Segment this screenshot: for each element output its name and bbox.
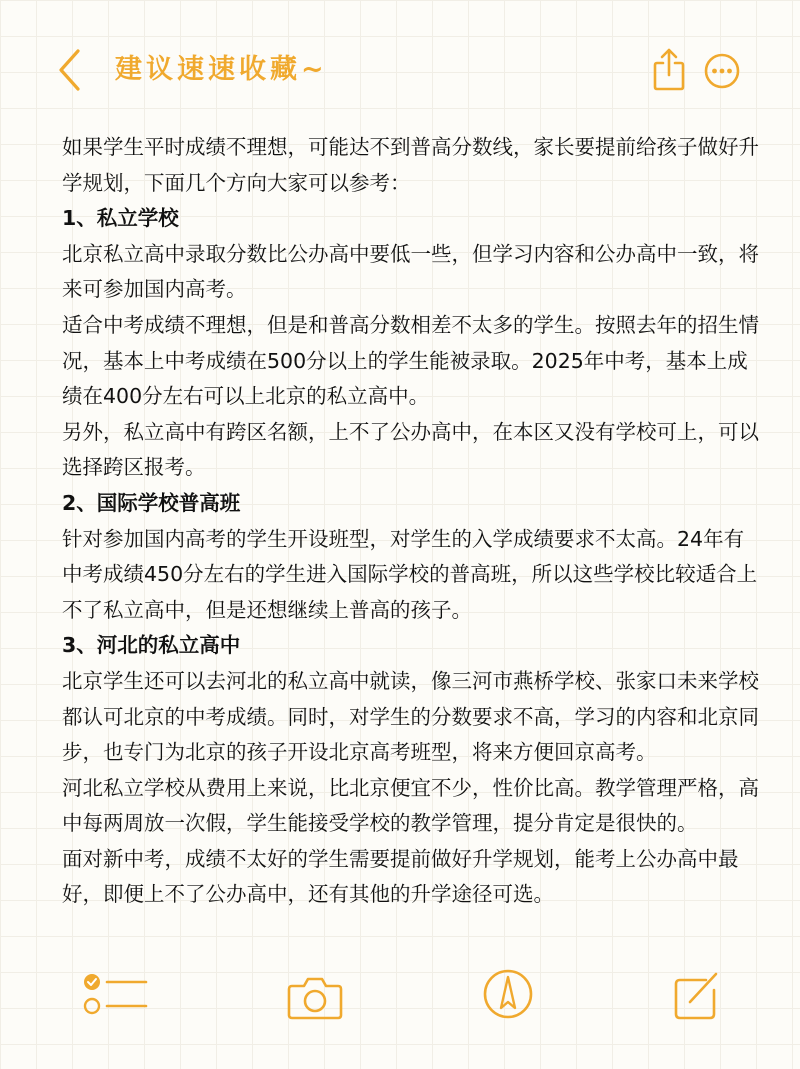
compose-icon[interactable] bbox=[672, 968, 720, 1022]
checklist-icon[interactable] bbox=[82, 972, 150, 1020]
bottom-toolbar bbox=[0, 950, 800, 1050]
section-heading-international-school: 2、国际学校普高班 bbox=[62, 490, 241, 515]
compass-icon[interactable] bbox=[482, 968, 534, 1020]
note-paragraph: 河北私立学校从费用上来说，比北京便宜不少，性价比高。教学管理严格，高中每两周放一次假，学生能接受学校的教学管理，提分肯定是很快的。 bbox=[62, 775, 759, 836]
note-paragraph: 针对参加国内高考的学生开设班型，对学生的入学成绩要求不太高。24年有中考成绩450分左右的学生进入国际学校的普高班，所以这些学校比较适合上不了私立高中，但是还想继续上普高的孩子。 bbox=[62, 526, 758, 622]
camera-icon[interactable] bbox=[286, 972, 344, 1022]
note-paragraph: 北京私立高中录取分数比公办高中要低一些，但学习内容和公办高中一致，将来可参加国内高考。 bbox=[62, 241, 759, 302]
note-body bbox=[62, 130, 762, 913]
section-heading-private-school: 1、私立学校 bbox=[62, 206, 179, 231]
note-paragraph: 如果学生平时成绩不理想，可能达不到普高分数线，家长要提前给孩子做好升学规划，下面几个方向大家可以参考： bbox=[62, 135, 759, 195]
note-paragraph: 适合中考成绩不理想，但是和普高分数相差不太多的学生。按照去年的招生情况，基本上中考成绩在500分以上的学生能被录取。2025年中考，基本上成绩在400分左右可以上北京的私立高中。 bbox=[62, 312, 759, 409]
chevron-left-icon[interactable] bbox=[52, 48, 88, 92]
section-heading-hebei-private-school: 3、河北的私立高中 bbox=[62, 633, 241, 658]
top-bar bbox=[0, 0, 800, 140]
note-paragraph: 面对新中考，成绩不太好的学生需要提前做好升学规划，能考上公办高中最好，即便上不了公办高中，还有其他的升学途径可选。 bbox=[62, 846, 739, 907]
more-icon[interactable] bbox=[703, 52, 741, 90]
note-paragraph: 另外，私立高中有跨区名额，上不了公办高中，在本区又没有学校可上，可以选择跨区报考。 bbox=[62, 419, 759, 480]
page-title: 建议速速收藏~ bbox=[115, 54, 328, 85]
share-icon[interactable] bbox=[651, 46, 687, 92]
note-paragraph: 北京学生还可以去河北的私立高中就读，像三河市燕桥学校、张家口未来学校都认可北京的中考成绩。同时，对学生的分数要求不高，学习的内容和北京同步，也专门为北京的孩子开设北京高考班型，将来方便回京高考。 bbox=[62, 668, 759, 765]
